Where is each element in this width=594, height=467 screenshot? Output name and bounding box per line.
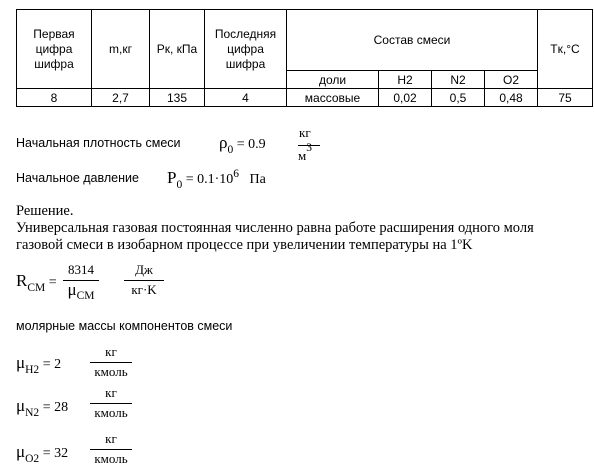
rcm-den <box>63 282 99 300</box>
pressure-value: = 0.1·10 <box>185 172 234 187</box>
molar-n2-symbol: μ <box>16 396 26 415</box>
rcm-fraction <box>63 262 99 300</box>
molar-h2-sub: H2 <box>25 364 40 376</box>
molar-h2-unit <box>90 344 132 380</box>
header-first-digit: Первая цифра шифра <box>17 10 92 89</box>
molar-h2-value: = 2 <box>42 357 62 372</box>
molar-o2-unit-den: кмоль <box>94 451 128 466</box>
molar-n2 <box>16 396 69 419</box>
molar-h2-unit-num: кг <box>105 344 117 359</box>
molar-h2 <box>16 353 62 376</box>
molar-h2-unit-line <box>90 362 132 363</box>
molar-o2-unit-num: кг <box>105 431 117 446</box>
molar-n2-unit-line <box>90 403 132 404</box>
pressure-symbol: P <box>167 168 177 187</box>
header-n2: N2 <box>432 71 485 89</box>
rcm-unit-fraction <box>124 262 164 298</box>
cell-fractions: массовые <box>287 89 379 107</box>
pressure-exp: 6 <box>233 168 240 180</box>
molar-o2-value: = 32 <box>42 446 69 461</box>
density-unit-num: кг <box>299 125 311 140</box>
header-fractions: доли <box>287 71 379 89</box>
header-mixture: Состав смеси <box>287 10 538 71</box>
solution-line-1: Универсальная газовая постоянная численно равна работе расширения одного моля <box>16 220 534 236</box>
header-last-digit: Последняя цифра шифра <box>205 10 287 89</box>
cell-temperature: 75 <box>538 89 593 107</box>
molar-h2-unit-den: кмоль <box>94 364 128 379</box>
rcm-unit-den: кг·K <box>131 282 157 297</box>
density-sub: 0 <box>227 144 234 156</box>
solution-line-2: газовой смеси в изобарном процессе при увеличении температуры на 1ºK <box>16 237 473 253</box>
header-h2: H2 <box>379 71 432 89</box>
molar-o2-symbol: μ <box>16 442 26 461</box>
pressure-sub: 0 <box>176 179 183 191</box>
rcm-lhs <box>16 271 57 294</box>
density-symbol: ρ <box>219 133 228 152</box>
density-formula <box>219 133 266 156</box>
density-label: Начальная плотность смеси <box>16 136 181 150</box>
rcm-symbol: R <box>16 271 28 290</box>
density-value: = 0.9 <box>236 137 266 152</box>
molar-h2-symbol: μ <box>16 353 26 372</box>
density-unit-den-exp: 3 <box>306 142 312 154</box>
rcm-unit-num: Дж <box>135 262 153 277</box>
rcm-den-sub: CM <box>76 290 95 302</box>
header-o2: O2 <box>485 71 538 89</box>
solution-heading: Решение. <box>16 203 74 219</box>
molar-n2-unit-den: кмоль <box>94 405 128 420</box>
molar-o2-unit-line <box>90 449 132 450</box>
molar-n2-unit-num: кг <box>105 385 117 400</box>
cell-last-digit: 4 <box>205 89 287 107</box>
rcm-den-symbol: μ <box>67 280 77 299</box>
cell-first-digit: 8 <box>17 89 92 107</box>
molar-n2-sub: N2 <box>25 407 40 419</box>
pressure-formula <box>167 168 266 191</box>
rcm-num: 8314 <box>68 262 94 277</box>
molar-label: молярные массы компонентов смеси <box>16 319 233 333</box>
pressure-unit: Па <box>249 172 266 187</box>
molar-o2 <box>16 442 69 465</box>
cell-o2: 0,48 <box>485 89 538 107</box>
cell-mass: 2,7 <box>92 89 150 107</box>
cell-h2: 0,02 <box>379 89 432 107</box>
rcm-unit-line <box>124 280 164 281</box>
molar-o2-sub: O2 <box>25 453 40 465</box>
pressure-label: Начальное давление <box>16 171 139 185</box>
density-unit-den-base: м <box>298 148 307 163</box>
cell-pressure: 135 <box>150 89 205 107</box>
header-mass: m,кг <box>92 10 150 89</box>
rcm-eq: = <box>48 275 57 290</box>
header-pressure: Pк, кПа <box>150 10 205 89</box>
molar-n2-value: = 28 <box>42 400 69 415</box>
data-table <box>16 9 593 107</box>
header-temperature: Tк,°C <box>538 10 593 89</box>
rcm-sub: CM <box>27 282 46 294</box>
density-unit-den <box>298 142 312 164</box>
cell-n2: 0,5 <box>432 89 485 107</box>
molar-n2-unit <box>90 385 132 421</box>
